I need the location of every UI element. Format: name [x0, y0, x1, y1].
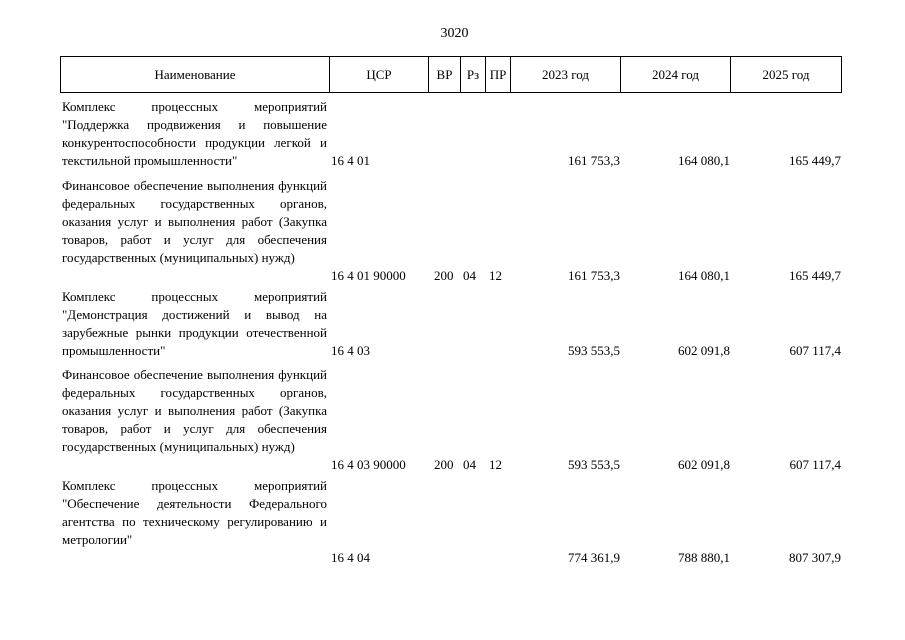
row-2023: 593 553,5	[568, 343, 620, 358]
row-csr: 16 4 01	[331, 153, 370, 168]
row-csr: 16 4 04	[331, 550, 370, 565]
row-name: Финансовое обеспечение выполнения функций федеральных государственных органов, оказания услуг и выполнения работ (Закупка товаров, работ и услуг для обеспечения государственных (муниципальных) нужд)	[62, 367, 327, 454]
header-csr: ЦСР	[330, 57, 429, 92]
header-vr: ВР	[429, 57, 461, 92]
row-name: Комплекс процессных мероприятий "Поддержка продвижения и повышение конкурентоспособности продукции легкой и текстильной промышленности"	[62, 99, 327, 168]
row-2023: 774 361,9	[568, 550, 620, 565]
row-2025: 607 117,4	[789, 343, 841, 358]
row-2025: 607 117,4	[789, 457, 841, 472]
row-2025: 165 449,7	[789, 268, 841, 283]
row-rz: 04	[463, 457, 476, 472]
table-row	[60, 288, 842, 360]
row-csr: 16 4 01 90000	[331, 268, 406, 283]
row-2024: 164 080,1	[678, 268, 730, 283]
table-row	[60, 177, 842, 285]
table-row	[60, 366, 842, 474]
row-pr: 12	[489, 268, 502, 283]
row-rz: 04	[463, 268, 476, 283]
row-2024: 602 091,8	[678, 457, 730, 472]
row-2025: 807 307,9	[789, 550, 841, 565]
row-2023: 161 753,3	[568, 268, 620, 283]
row-2023: 161 753,3	[568, 153, 620, 168]
table-header	[60, 56, 842, 93]
row-csr: 16 4 03	[331, 343, 370, 358]
row-name: Финансовое обеспечение выполнения функций федеральных государственных органов, оказания услуг и выполнения работ (Закупка товаров, работ и услуг для обеспечения государственных (муниципальных) нужд)	[62, 178, 327, 265]
row-pr: 12	[489, 457, 502, 472]
table-row	[60, 477, 842, 567]
row-2024: 602 091,8	[678, 343, 730, 358]
row-2025: 165 449,7	[789, 153, 841, 168]
table-row	[60, 98, 842, 170]
header-pr: ПР	[486, 57, 511, 92]
row-vr: 200	[434, 268, 454, 283]
row-name: Комплекс процессных мероприятий "Обеспечение деятельности Федерального агентства по техническому регулированию и метрологии"	[62, 478, 327, 547]
row-vr: 200	[434, 457, 454, 472]
header-name: Наименование	[61, 57, 330, 92]
row-2024: 788 880,1	[678, 550, 730, 565]
row-2023: 593 553,5	[568, 457, 620, 472]
page-number: 3020	[440, 26, 469, 41]
header-rz: Рз	[461, 57, 486, 92]
header-2023: 2023 год	[511, 57, 621, 92]
row-name: Комплекс процессных мероприятий "Демонстрация достижений и вывод на зарубежные рынки продукции отечественной промышленности"	[62, 289, 327, 358]
header-2025: 2025 год	[762, 66, 810, 82]
row-csr: 16 4 03 90000	[331, 457, 406, 472]
header-2024: 2024 год	[621, 57, 731, 92]
row-2024: 164 080,1	[678, 153, 730, 168]
